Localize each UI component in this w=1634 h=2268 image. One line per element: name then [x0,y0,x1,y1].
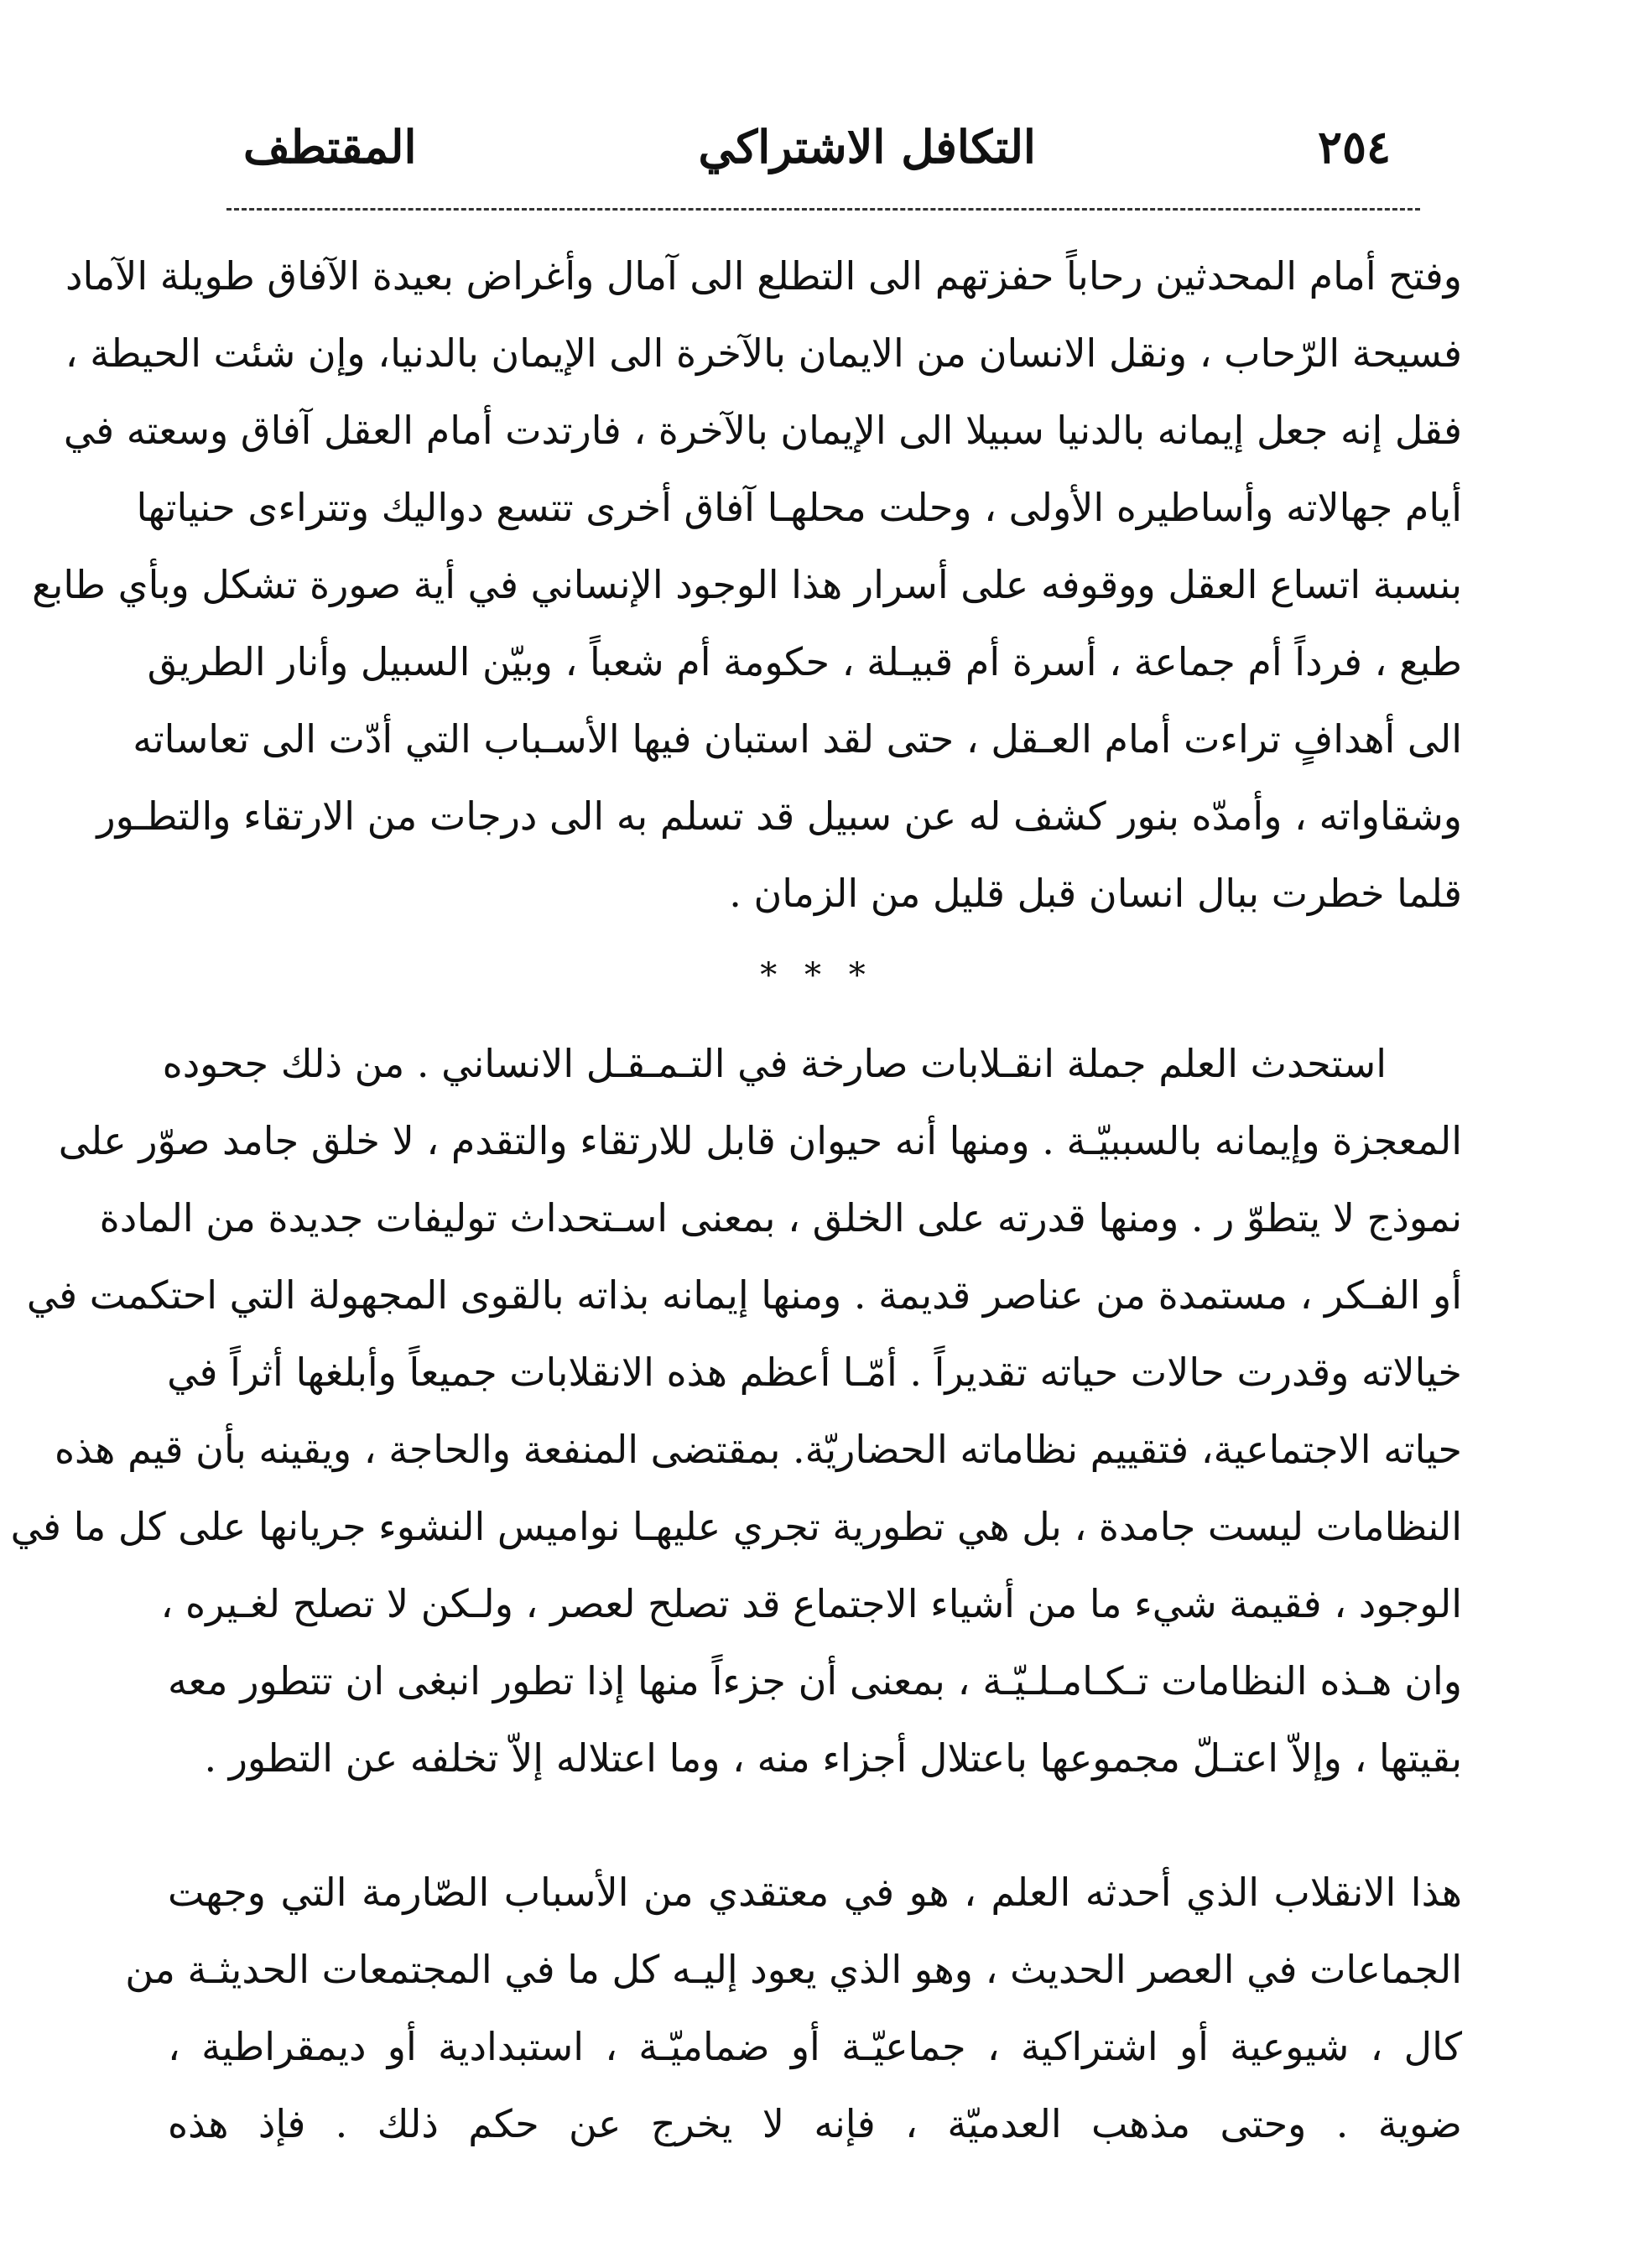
text-line: وان هـذه النظامات تـكـامـلـيّـة ، بمعنى أن جزءاً منها إذا تطور انبغى ان تتطور معه [168,1658,1462,1704]
article-title: التكافل الاشتراكي [698,120,1036,174]
text-line: وشقاواته ، وأمدّه بنور كشف له عن سبيل قد تسلم به الى درجات من الارتقاء والتطـور [96,793,1462,839]
text-line: النظامات ليست جامدة ، بل هي تطورية تجري عليهـا نواميس النشوء جريانها على كل ما في [10,1504,1462,1549]
paragraph-1 [32,237,1462,932]
text-line: الجماعات في العصر الحديث ، وهو الذي يعود إليـه كل ما في المجتمعات الحديثـة من [125,1947,1462,1992]
section-separator: * * * [760,956,874,995]
text-line: المعجزة وإيمانه بالسببيّـة . ومنها أنه حيوان قابل للارتقاء والتقدم ، لا خلق جامد صوّر على [58,1118,1462,1163]
text-line: حياته الاجتماعية، فتقييم نظاماته الحضاريّة. بمقتضى المنفعة والحاجة ، ويقينه بأن قيم هذه [54,1427,1462,1472]
text-line: الى أهدافٍ تراءت أمام العـقل ، حتى لقد استبان فيها الأسـباب التي أدّت الى تعاساته [133,716,1462,762]
journal-name: المقتطف [243,120,417,174]
text-line: خيالاته وقدرت حالات حياته تقديراً . أمّـا أعظم هذه الانقلابات جميعاً وأبلغها أثراً في [167,1350,1462,1395]
paragraph-2 [10,1025,1462,1797]
text-line: استحدث العلم جملة انقـلابات صارخة في التـمـقـل الانساني . من ذلك جحوده [162,1041,1387,1086]
text-line: الوجود ، فقيمة شيء ما من أشياء الاجتماع قد تصلح لعصر ، ولـكن لا تصلح لغـيره ، [160,1581,1462,1626]
running-header [243,113,1391,180]
text-line: فسيحة الرّحاب ، ونقل الانسان من الايمان بالآخرة الى الإيمان بالدنيا، وإن شئت الحيطة ، [65,330,1462,376]
header-divider [226,208,1420,211]
page-number: ٢٥٤ [1317,120,1391,174]
text-line: فقل إنه جعل إيمانه بالدنيا سبيلا الى الإيمان بالآخرة ، فارتدت أمام العقل آفاق وسعته في [63,408,1462,453]
text-line: بقيتها ، وإلاّ اعتـلّ مجموعها باعتلال أجزاء منه ، وما اعتلاله إلاّ تخلفه عن التطور . [204,1735,1462,1781]
text-line: قلما خطرت ببال انسان قبل قليل من الزمان . [729,871,1462,916]
text-line: ضوية . وحتى مذهب العدميّة ، فإنه لا يخرج عن حكم ذلك . فإذ هذه [168,2101,1462,2146]
text-line: أو الفـكر ، مستمدة من عناصر قديمة . ومنها إيمانه بذاته بالقوى المجهولة التي احتكمت في [26,1272,1462,1318]
text-line: نموذج لا يتطوّ ر . ومنها قدرته على الخلق ، بمعنى اسـتحداث توليفات جديدة من المادة [99,1195,1462,1241]
paragraph-3 [125,1854,1462,2162]
text-line: أيام جهالاته وأساطيره الأولى ، وحلت محلهـا آفاق أخرى تتسع دواليك وتتراءى حنياتها [136,485,1462,530]
text-line: بنسبة اتساع العقل ووقوفه على أسرار هذا الوجود الإنساني في أية صورة تشكل وبأي طابع [32,562,1462,607]
text-line: كال ، شيوعية أو اشتراكية ، جماعيّـة أو ضماميّـة ، استبدادية أو ديمقراطية ، [168,2024,1462,2069]
text-line: طبع ، فرداً أم جماعة ، أسرة أم قبيـلة ، حكومة أم شعباً ، وبيّن السبيل وأنار الطريق [147,639,1462,684]
text-line: وفتح أمام المحدثين رحاباً حفزتهم الى التطلع الى آمال وأغراض بعيدة الآفاق طويلة الآماد [65,253,1462,299]
text-line: هذا الانقلاب الذي أحدثه العلم ، هو في معتقدي من الأسباب الصّارمة التي وجهت [168,1870,1462,1915]
